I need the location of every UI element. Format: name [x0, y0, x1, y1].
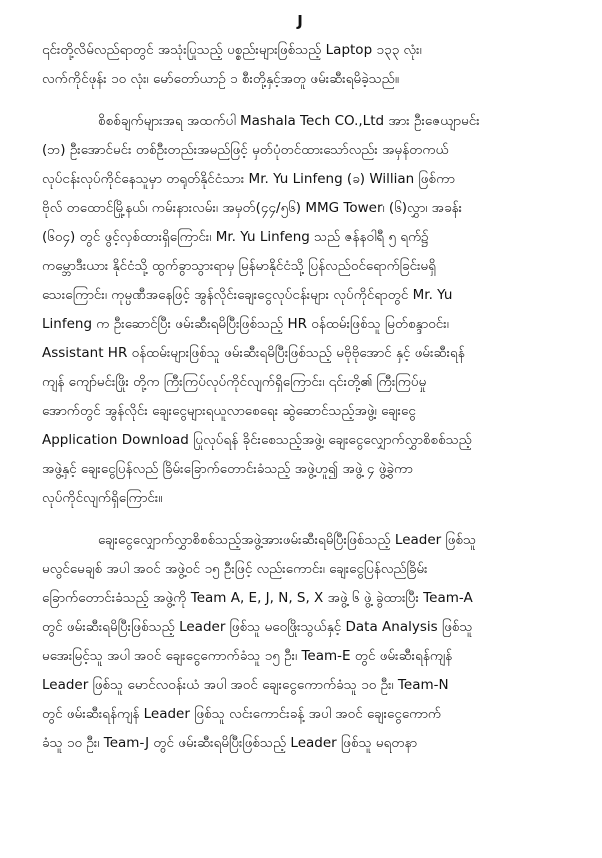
text-line: စိစစ်ချက်များအရ အထက်ပါ Mashala Tech CO.,Ltd အား ဦးဇေယျာမင်း: [98, 113, 480, 129]
text-line: ဗိုလ် တထောင်မြို့နယ်၊ ကမ်းနားလမ်း၊ အမှတ်(၄၄/၅၆) MMG Tower၊ (၆)လွှာ၊ အခန်း: [42, 200, 463, 216]
text-line: Linfeng က ဦးဆောင်ပြီး ဖမ်းဆီးရမိပြီးဖြစ်သည့် HR ဝန်ထမ်းဖြစ်သူ မြတ်စန္ဒာဝင်း၊: [42, 316, 449, 332]
text-line: ၎င်းတို့လိမ်လည်ရာတွင် အသုံးပြုသည့် ပစ္စည်းများဖြစ်သည့် Laptop ၁၃၃ လုံး၊: [42, 42, 422, 58]
text-line: (ဘ) ဦးအောင်မင်း တစ်ဦးတည်းအမည်ဖြင့် မှတ်ပုံတင်ထားသော်လည်း အမှန်တကယ်: [42, 142, 449, 158]
text-line: မလွင်မေချစ် အပါ အဝင် အဖွဲ့ဝင် ၁၅ ဦးဖြင့် လည်းကောင်း၊ ချေးငွေပြန်လည်ခြိမ်း: [42, 561, 428, 577]
text-line: မအေးမြင့်သူ အပါ အဝင် ချေးငွေကောက်ခံသူ ၁၅ ဦး၊ Team-E တွင် ဖမ်းဆီးရန်ကျန်: [42, 648, 453, 664]
text-line: Application Download ပြုလုပ်ရန် ခိုင်းစေသည့်အဖွဲ့၊ ချေးငွေလျှောက်လွှာစိစစ်သည့်: [42, 432, 472, 448]
text-line: အောက်တွင် အွန်လိုင်း ချေးငွေများရယူလာစေရေး ဆွဲဆောင်သည့်အဖွဲ့၊ ချေးငွေ: [42, 403, 416, 419]
text-line: ခံသူ ၁၀ ဦး၊ Team-J တွင် ဖမ်းဆီးရမိပြီးဖြစ်သည့် Leader ဖြစ်သူ မရတနာ: [42, 735, 418, 751]
text-line: ခြောက်တောင်းခံသည့် အဖွဲ့ကို Team A, E, J, N, S, X အဖွဲ့ ၆ ဖွဲ့ ခွဲထားပြီး Team-A: [42, 590, 473, 606]
paragraph-3: [42, 526, 558, 758]
text-line: (၆၀၄) တွင် ဖွင့်လှစ်ထားရှိကြောင်း၊ Mr. Yu Linfeng သည် ဇန်နဝါရီ ၅ ရက်၌: [42, 229, 429, 245]
text-line: သေးကြောင်း၊ ကုမ္ပဏီအနေဖြင့် အွန်လိုင်းချေးငွေလုပ်ငန်းများ လုပ်ကိုင်ရာတွင် Mr. Yu: [42, 287, 453, 303]
text-line: လုပ်ငန်းလုပ်ကိုင်နေသူမှာ တရုတ်နိုင်ငံသား Mr. Yu Linfeng (ခ) Willian ဖြစ်ကာ: [42, 171, 455, 187]
paragraph-2: [42, 107, 558, 513]
page-marker: J: [297, 12, 303, 30]
text-line: တွင် ဖမ်းဆီးရန်ကျန် Leader ဖြစ်သူ လင်းကောင်းခန့် အပါ အဝင် ချေးငွေကောက်: [42, 706, 442, 722]
text-line: ချေးငွေလျှောက်လွှာစိစစ်သည့်အဖွဲ့အားဖမ်းဆီးရမိပြီးဖြစ်သည့် Leader ဖြစ်သူ: [98, 532, 477, 548]
text-line: တွင် ဖမ်းဆီးရမိပြီးဖြစ်သည့် Leader ဖြစ်သူ မဝေဖြိုးသွယ်နှင့် Data Analysis ဖြစ်သူ: [42, 619, 473, 635]
text-line: အဖွဲ့နှင့် ချေးငွေပြန်လည် ခြိမ်းခြောက်တောင်းခံသည့် အဖွဲ့ဟူ၍ အဖွဲ့ ၄ ဖွဲ့ခွဲကာ: [42, 461, 413, 477]
text-line: လက်ကိုင်ဖုန်း ၁၀ လုံး၊ မော်တော်ယာဉ် ၁ စီးတို့နှင့်အတူ ဖမ်းဆီးရမိခဲ့သည်။: [42, 71, 399, 87]
text-line: Assistant HR ဝန်ထမ်းများဖြစ်သူ ဖမ်းဆီးရမိပြီးဖြစ်သည့် မဗိုဗိုအောင် နှင့် ဖမ်းဆီးရန်: [42, 345, 465, 361]
paragraph-1: [42, 36, 558, 94]
text-line: လုပ်ကိုင်လျက်ရှိကြောင်း။: [42, 490, 163, 506]
text-line: Leader ဖြစ်သူ မောင်လဝန်းယံ အပါ အဝင် ချေးငွေကောက်ခံသူ ၁၀ ဦး၊ Team-N: [42, 677, 449, 693]
text-line: ကမ္ဘောဒီးယား နိုင်ငံသို့ ထွက်ခွာသွားရာမှ မြန်မာနိုင်ငံသို့ ပြန်လည်ဝင်ရောက်ခြင်းမရှိ: [42, 258, 437, 274]
text-line: ကျန် ကျော်မင်းဖြိုး တို့က ကြီးကြပ်လုပ်ကိုင်လျက်ရှိကြောင်း၊ ၎င်းတို့၏ ကြီးကြပ်မှု: [42, 374, 427, 390]
